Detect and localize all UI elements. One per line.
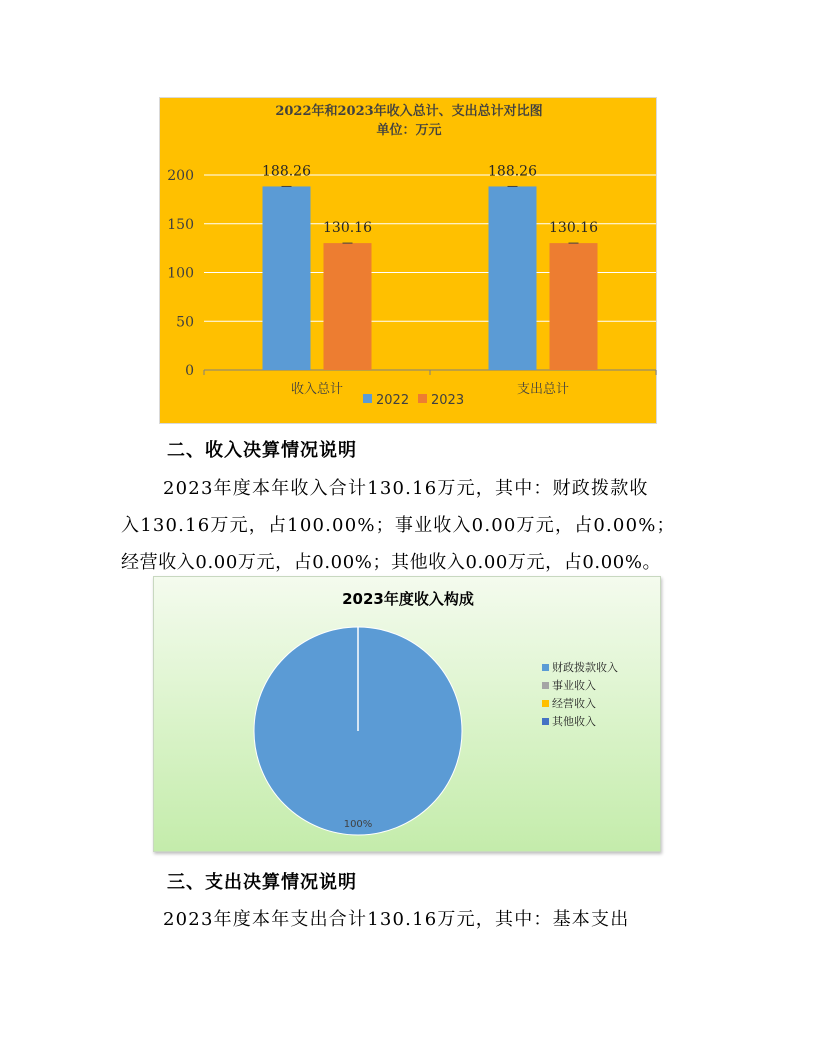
section-heading-expense: 三、支出决算情况说明	[167, 872, 357, 893]
y-tick-label: 150	[167, 216, 194, 233]
x-category-label: 支出总计	[516, 382, 570, 397]
legend-label: 经营收入	[552, 697, 596, 710]
bar-chart-svg	[160, 98, 658, 425]
y-tick-label: 100	[167, 265, 194, 282]
pie-data-label: 100%	[343, 819, 373, 830]
bar	[550, 243, 598, 370]
bar	[324, 243, 372, 370]
chart-title: 2022年和2023年收入总计、支出总计对比图	[275, 104, 543, 119]
x-category-label: 收入总计	[290, 382, 344, 397]
legend-swatch	[542, 718, 549, 725]
pie-chart-svg	[154, 577, 662, 853]
chart-subtitle: 单位：万元	[376, 123, 442, 138]
bar	[489, 186, 537, 370]
income-paragraph-line-1: 2023年度本年收入合计130.16万元，其中：财政拨款收	[163, 478, 649, 499]
data-label: 188.26	[262, 163, 311, 180]
legend-label: 其他收入	[552, 715, 596, 728]
legend-label: 财政拨款收入	[552, 661, 618, 674]
legend-swatch	[542, 682, 549, 689]
section-heading-income: 二、收入决算情况说明	[167, 440, 357, 461]
income-expense-comparison-chart	[159, 97, 657, 424]
chart-title: 2023年度收入构成	[342, 590, 474, 608]
y-tick-label: 200	[167, 168, 194, 184]
data-label: 188.26	[488, 163, 537, 180]
legend-label: 2023	[431, 393, 465, 408]
legend-label: 2022	[376, 393, 410, 408]
y-tick-label: 50	[176, 314, 194, 331]
data-label: 130.16	[323, 220, 372, 237]
legend-swatch	[418, 394, 427, 403]
y-tick-label: 0	[185, 363, 194, 379]
income-composition-chart	[153, 576, 661, 852]
legend-swatch	[542, 664, 549, 671]
bar	[263, 186, 311, 370]
legend-label: 事业收入	[552, 679, 596, 692]
legend-swatch	[363, 394, 372, 403]
expense-paragraph-line-1: 2023年度本年支出合计130.16万元，其中：基本支出	[163, 909, 630, 930]
legend-swatch	[542, 700, 549, 707]
income-paragraph-line-3: 经营收入0.00万元，占0.00%；其他收入0.00万元，占0.00%。	[121, 552, 662, 573]
data-label: 130.16	[549, 220, 598, 237]
income-paragraph-line-2: 入130.16万元，占100.00%；事业收入0.00万元，占0.00%；	[121, 515, 676, 536]
